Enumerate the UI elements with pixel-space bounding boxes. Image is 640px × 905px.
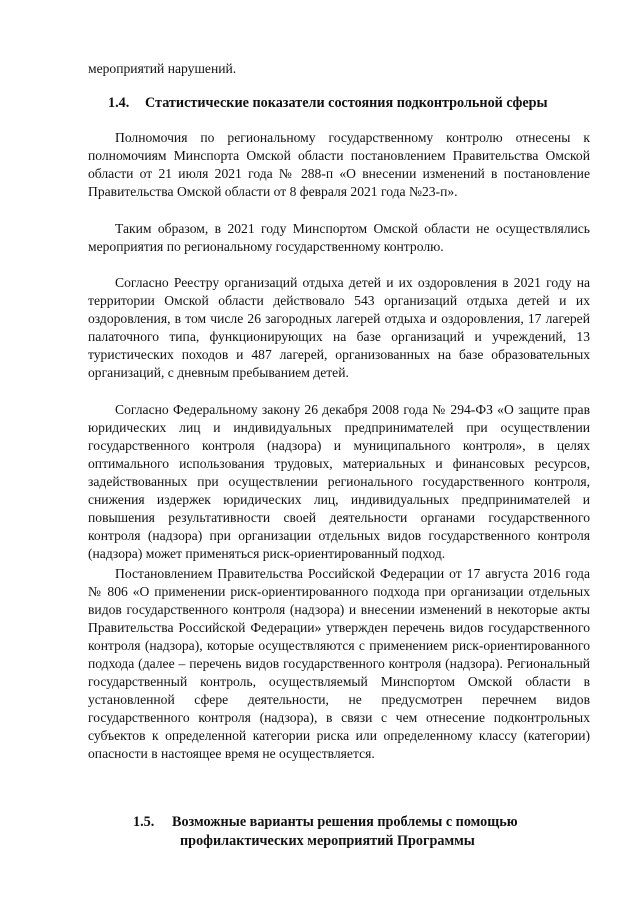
section-number: 1.4.	[108, 95, 130, 111]
section-title-line2: профилактических мероприятий Программы	[180, 833, 475, 849]
paragraph: Постановлением Правительства Российской Федерации от 17 августа 2016 года № 806 «О применении риск-ориентированного подхода при организации отдельных видов государственного контроля (надзора) и внесении изменений в некоторые акты Правительства Российской Федерации» утвержден перечень видов государственного контроля (надзора), которые осуществляются с применением риск-ориентированного подхода (далее – перечень видов государственного контроля (надзора). Региональный государственный контроль, осуществляемый Минспортом Омской области в установленной сфере деятельности, не предусмотрен перечнем видов государственного контроля (надзора), в связи с чем отнесение подконтрольных субъектов к определенной категории риска или определенному классу (категории) опасности в настоящее время не осуществляется.	[88, 566, 590, 761]
paragraph: Согласно Федеральному закону 26 декабря 2008 года № 294-ФЗ «О защите прав юридических лиц и индивидуальных предпринимателей при осуществлении государственного контроля (надзора) и муниципального контроля», в целях оптимального использования трудовых, материальных и финансовых ресурсов, задействованных при осуществлении регионального государственного контроля, снижения издержек юридических лиц, индивидуальных предпринимателей и повышения результативности своей деятельности органами государственного контроля (надзора) при организации отдельных видов государственного контроля (надзора) может применяться риск-ориентированный подход.	[88, 402, 590, 561]
section-title: Статистические показатели состояния подконтрольной сферы	[145, 95, 548, 111]
section-heading-1-4	[108, 94, 548, 113]
paragraph: Таким образом, в 2021 году Минспортом Омской области не осуществлялись мероприятия по региональному государственному контролю.	[88, 221, 590, 254]
paragraph: Полномочия по региональному государственному контролю отнесены к полномочиям Минспорта Омской области постановлением Правительства Омской области от 21 июля 2021 года № 288-п «О внесении изменений в постановление Правительства Омской области от 8 февраля 2021 года №23-п».	[88, 130, 590, 199]
section-title-line1: Возможные варианты решения проблемы с помощью	[172, 814, 518, 830]
paragraph: Согласно Реестру организаций отдыха детей и их оздоровления в 2021 году на территории Омской области действовало 543 организаций отдыха детей и их оздоровления, в том числе 26 загородных лагерей отдыха и оздоровления, 17 лагерей палаточного типа, функционирующих на базе организаций и учреждений, 13 туристических походов и 487 лагерей, организованных на базе образовательных организаций, с дневным пребыванием детей.	[88, 275, 590, 380]
section-heading-1-5	[133, 813, 518, 851]
section-number: 1.5.	[133, 814, 155, 830]
top-fragment: мероприятий нарушений.	[88, 61, 237, 76]
